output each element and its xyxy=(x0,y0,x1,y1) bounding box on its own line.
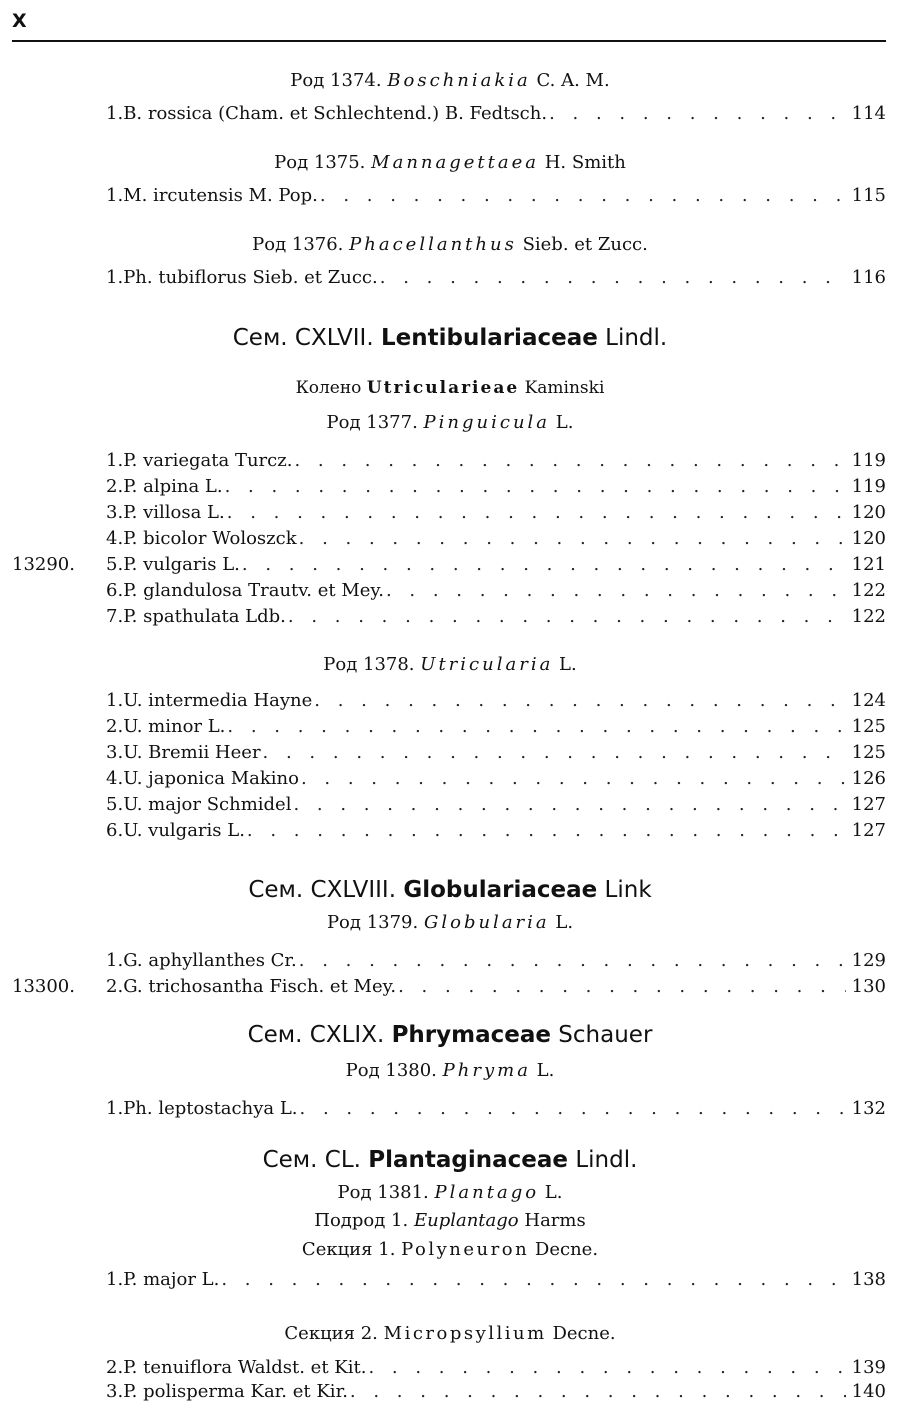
genus-prefix: Род 1375. xyxy=(274,152,366,173)
family-prefix: Сем. CXLVIII. xyxy=(248,877,397,903)
toc-entry xyxy=(106,450,886,474)
family-author: Lindl. xyxy=(605,325,668,351)
dot-leader xyxy=(549,103,846,124)
page-ref: 121 xyxy=(851,554,886,575)
species-name: U. japonica Makino xyxy=(123,768,299,789)
species-name: G. trichosantha Fisch. et Mey. xyxy=(123,976,397,997)
page-ref: 125 xyxy=(851,716,886,737)
genus-name: Phryma xyxy=(442,1060,531,1081)
section-heading xyxy=(0,1239,900,1260)
genus-prefix: Род 1376. xyxy=(252,234,344,255)
section-author: Decne. xyxy=(534,1239,599,1260)
genus-heading xyxy=(0,234,900,255)
section-name: Polyneuron xyxy=(401,1239,530,1260)
genus-heading xyxy=(0,70,900,91)
margin-species-count: 13290. xyxy=(12,554,75,575)
species-name: Ph. tubiflorus Sieb. et Zucc. xyxy=(123,267,378,288)
species-name: P. variegata Turcz. xyxy=(123,450,293,471)
family-name: Plantaginaceae xyxy=(368,1147,569,1173)
tribe-prefix: Колено xyxy=(295,378,362,398)
species-name: U. major Schmidel xyxy=(123,794,292,815)
entry-number: 1. xyxy=(106,103,124,124)
species-name: Ph. leptostachya L. xyxy=(123,1098,298,1119)
species-name: G. aphyllanthes Cr. xyxy=(123,950,297,971)
dot-leader xyxy=(293,794,845,815)
family-name: Globulariaceae xyxy=(403,877,598,903)
family-heading xyxy=(0,877,900,903)
page-ref: 122 xyxy=(851,606,886,627)
genus-heading xyxy=(0,654,900,675)
dot-leader xyxy=(301,768,846,789)
toc-entry xyxy=(106,528,886,552)
page-ref: 120 xyxy=(851,528,886,549)
genus-author: L. xyxy=(559,654,577,675)
toc-entry xyxy=(106,950,886,974)
toc-entry xyxy=(106,1381,886,1405)
entry-number: 1. xyxy=(106,950,124,971)
dot-leader xyxy=(225,476,846,497)
toc-entry xyxy=(106,476,886,500)
family-heading xyxy=(0,1147,900,1173)
page-ref: 119 xyxy=(851,450,886,471)
tribe-heading xyxy=(0,378,900,398)
toc-entry xyxy=(106,1098,886,1122)
entry-number: 1. xyxy=(106,450,124,471)
genus-author: L. xyxy=(536,1060,555,1081)
entry-number: 5. xyxy=(106,554,124,575)
genus-prefix: Род 1381. xyxy=(337,1182,429,1203)
genus-prefix: Род 1374. xyxy=(290,70,382,91)
margin-species-count: 13300. xyxy=(12,976,75,997)
species-name: U. intermedia Hayne xyxy=(123,690,313,711)
page-ref: 138 xyxy=(851,1269,886,1290)
page-ref: 126 xyxy=(851,768,886,789)
toc-entry xyxy=(106,716,886,740)
genus-name: Utricularia xyxy=(420,654,554,675)
genus-name: Pinguicula xyxy=(423,412,551,433)
toc-entry xyxy=(106,768,886,792)
species-name: P. tenuiflora Waldst. et Kit. xyxy=(123,1357,367,1378)
entry-number: 1. xyxy=(106,267,124,288)
entry-number: 2. xyxy=(106,476,124,497)
dot-leader xyxy=(299,528,846,549)
genus-author: L. xyxy=(544,1182,563,1203)
entry-number: 4. xyxy=(106,528,124,549)
dot-leader xyxy=(288,606,846,627)
section-author: Decne. xyxy=(552,1323,616,1344)
dot-leader xyxy=(350,1381,846,1402)
species-name: M. ircutensis M. Pop. xyxy=(123,185,318,206)
toc-entry xyxy=(106,794,886,818)
family-heading xyxy=(0,325,900,351)
species-name: P. bicolor Woloszck xyxy=(123,528,297,549)
tribe-author: Kaminski xyxy=(524,378,605,398)
page-ref: 116 xyxy=(851,267,886,288)
species-name: B. rossica (Cham. et Schlechtend.) B. Fedtsch. xyxy=(123,103,548,124)
dot-leader xyxy=(380,267,846,288)
species-name: P. polisperma Kar. et Kir. xyxy=(123,1381,348,1402)
genus-prefix: Род 1378. xyxy=(323,654,415,675)
entry-number: 3. xyxy=(106,1381,124,1402)
dot-leader xyxy=(221,1269,845,1290)
genus-name: Globularia xyxy=(423,912,550,933)
genus-author: H. Smith xyxy=(544,152,626,173)
toc-entry xyxy=(106,103,886,127)
toc-entry xyxy=(106,742,886,766)
page-ref: 127 xyxy=(851,820,886,841)
page-ref: 115 xyxy=(851,185,886,206)
genus-prefix: Род 1379. xyxy=(326,912,419,933)
toc-entry xyxy=(106,267,886,291)
page-ref: 140 xyxy=(851,1381,886,1402)
family-name: Lentibulariaceae xyxy=(380,325,598,351)
genus-name: Boschniakia xyxy=(387,70,531,91)
entry-number: 2. xyxy=(106,1357,124,1378)
subgenus-author: Harms xyxy=(524,1210,586,1231)
toc-entry xyxy=(106,185,886,209)
dot-leader xyxy=(227,716,845,737)
dot-leader xyxy=(300,1098,846,1119)
entry-number: 3. xyxy=(106,502,124,523)
subgenus-heading xyxy=(0,1210,900,1231)
page-ref: 125 xyxy=(851,742,886,763)
genus-prefix: Род 1380. xyxy=(345,1060,437,1081)
family-heading xyxy=(0,1022,900,1048)
page-ref: 114 xyxy=(851,103,886,124)
dot-leader xyxy=(386,580,846,601)
species-name: P. major L. xyxy=(123,1269,220,1290)
family-prefix: Сем. CXLVII. xyxy=(232,325,374,351)
species-name: P. vulgaris L. xyxy=(123,554,240,575)
species-name: U. minor L. xyxy=(123,716,226,737)
header-rule xyxy=(12,40,886,42)
dot-leader xyxy=(299,950,846,971)
genus-prefix: Род 1377. xyxy=(326,412,418,433)
family-author: Link xyxy=(604,877,652,903)
genus-name: Mannagettaea xyxy=(371,152,539,173)
species-name: P. glandulosa Trautv. et Mey. xyxy=(123,580,384,601)
entry-number: 1. xyxy=(106,1098,124,1119)
page-ref: 130 xyxy=(851,976,886,997)
page-ref: 124 xyxy=(851,690,886,711)
entry-number: 7. xyxy=(106,606,124,627)
species-name: P. villosa L. xyxy=(123,502,225,523)
toc-entry xyxy=(106,502,886,526)
page-number: X xyxy=(12,10,27,32)
section-heading xyxy=(0,1323,900,1344)
species-name: P. spathulata Ldb. xyxy=(123,606,286,627)
dot-leader xyxy=(263,742,846,763)
page-ref: 139 xyxy=(851,1357,886,1378)
section-prefix: Секция 1. xyxy=(301,1239,396,1260)
toc-entry xyxy=(106,976,886,1000)
entry-number: 2. xyxy=(106,976,124,997)
page-ref: 119 xyxy=(851,476,886,497)
page-ref: 127 xyxy=(851,794,886,815)
entry-number: 1. xyxy=(106,1269,124,1290)
page-ref: 132 xyxy=(851,1098,886,1119)
toc-entry xyxy=(106,690,886,714)
dot-leader xyxy=(398,976,846,997)
page-ref: 129 xyxy=(851,950,886,971)
entry-number: 6. xyxy=(106,820,124,841)
genus-heading xyxy=(0,1060,900,1081)
species-name: P. alpina L. xyxy=(123,476,223,497)
entry-number: 4. xyxy=(106,768,124,789)
species-name: U. Bremii Heer xyxy=(123,742,261,763)
dot-leader xyxy=(368,1357,845,1378)
subgenus-name: Euplantago xyxy=(413,1210,519,1231)
toc-entry xyxy=(106,580,886,604)
genus-author: C. A. M. xyxy=(536,70,610,91)
genus-heading xyxy=(0,412,900,433)
species-name: U. vulgaris L. xyxy=(123,820,245,841)
genus-author: L. xyxy=(555,412,574,433)
entry-number: 1. xyxy=(106,690,124,711)
family-author: Schauer xyxy=(558,1022,653,1048)
genus-author: L. xyxy=(555,912,574,933)
genus-heading xyxy=(0,152,900,173)
entry-number: 6. xyxy=(106,580,124,601)
toc-entry xyxy=(106,606,886,630)
genus-name: Plantago xyxy=(434,1182,540,1203)
genus-heading xyxy=(0,912,900,933)
page-ref: 122 xyxy=(851,580,886,601)
toc-entry xyxy=(106,554,886,578)
toc-entry xyxy=(106,820,886,844)
section-name: Micropsyllium xyxy=(383,1323,547,1344)
genus-name: Phacellanthus xyxy=(349,234,517,255)
entry-number: 2. xyxy=(106,716,124,737)
subgenus-prefix: Подрод 1. xyxy=(314,1210,409,1231)
entry-number: 3. xyxy=(106,742,124,763)
section-prefix: Секция 2. xyxy=(284,1323,378,1344)
dot-leader xyxy=(314,690,845,711)
dot-leader xyxy=(247,820,846,841)
dot-leader xyxy=(227,502,846,523)
family-name: Phrymaceae xyxy=(391,1022,551,1048)
dot-leader xyxy=(320,185,846,206)
family-author: Lindl. xyxy=(575,1147,638,1173)
toc-entry xyxy=(106,1269,886,1293)
genus-heading xyxy=(0,1182,900,1203)
dot-leader xyxy=(242,554,846,575)
toc-entry xyxy=(106,1357,886,1381)
tribe-name: Utricularieae xyxy=(366,378,520,398)
genus-author: Sieb. et Zucc. xyxy=(522,234,648,255)
family-prefix: Сем. CXLIX. xyxy=(247,1022,385,1048)
page-ref: 120 xyxy=(851,502,886,523)
entry-number: 1. xyxy=(106,185,124,206)
family-prefix: Сем. CL. xyxy=(262,1147,361,1173)
dot-leader xyxy=(294,450,845,471)
entry-number: 5. xyxy=(106,794,124,815)
